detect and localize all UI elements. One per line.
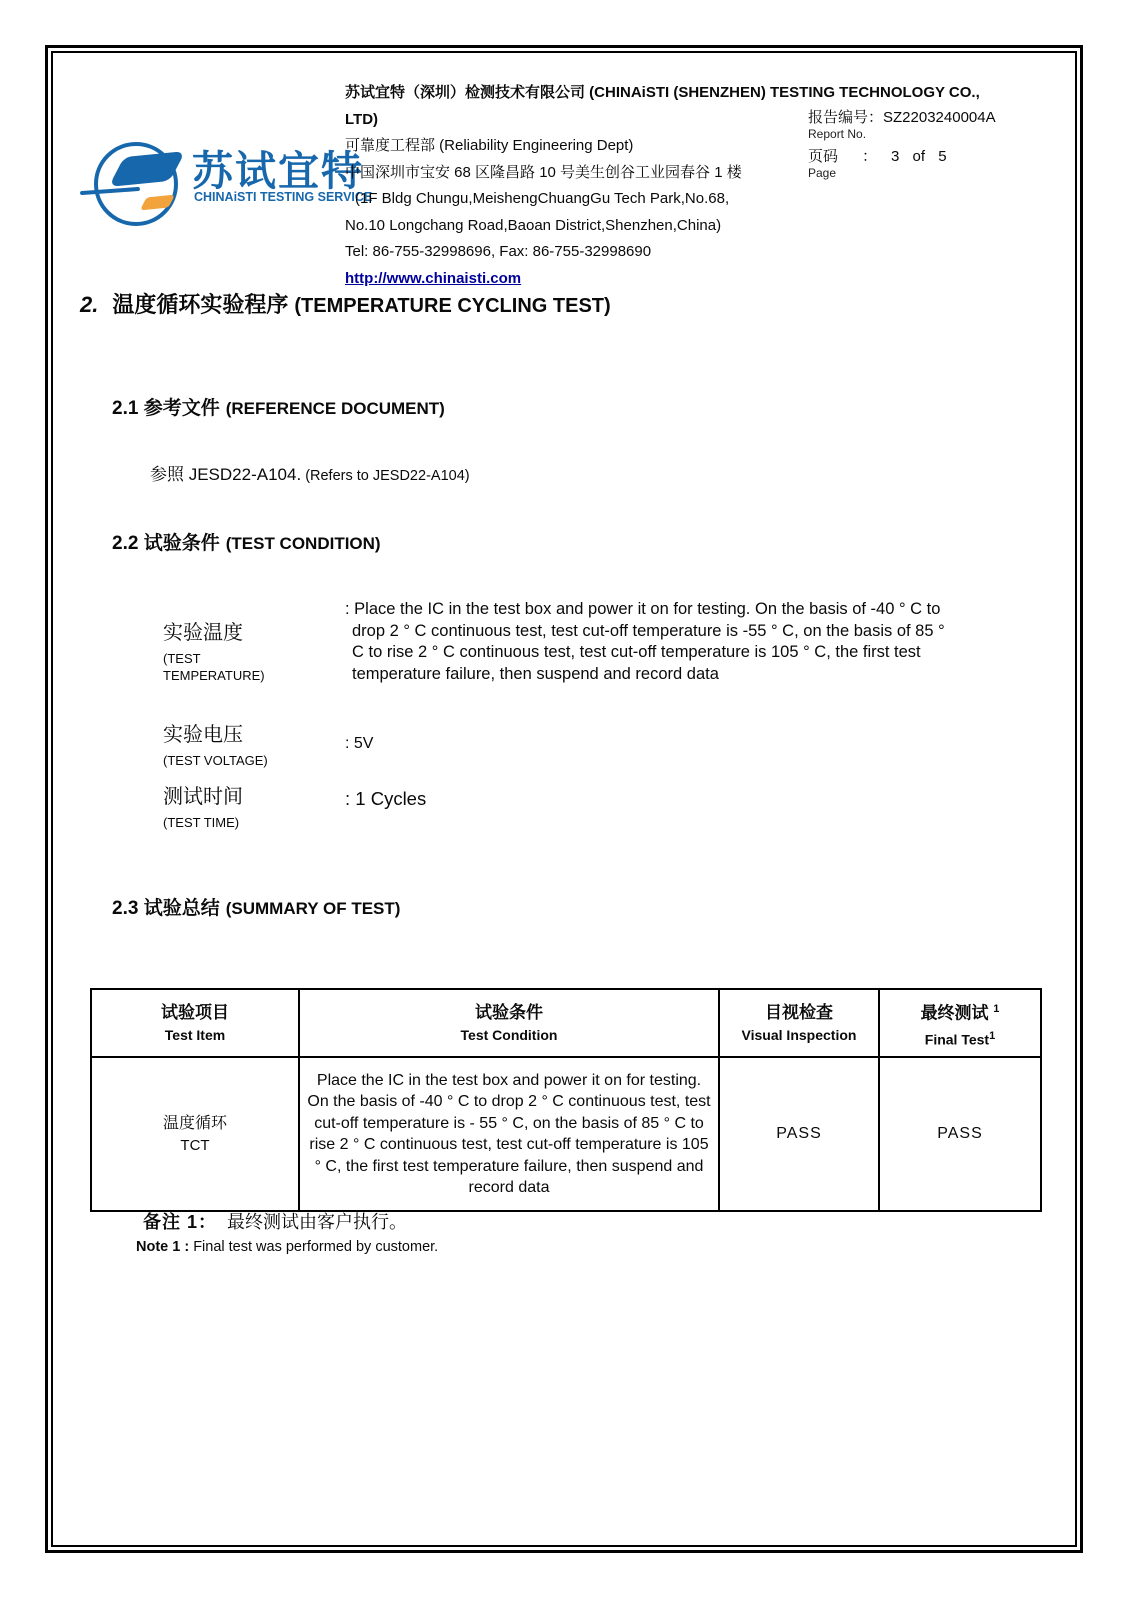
reference-document-line: [150, 460, 470, 485]
section-2-1-heading: [112, 393, 445, 420]
section-2-3-title-en: (SUMMARY OF TEST): [225, 899, 401, 918]
cell-visual-inspection-result: PASS: [719, 1057, 879, 1211]
col-header-final-test: 最终测试 $^1$ Final Test$^1$: [879, 989, 1041, 1057]
page-colon: ：: [862, 148, 878, 165]
reference-paren-text: (Refers to JESD22-A104): [305, 468, 470, 484]
col-header-visual-inspection: 目视检查 Visual Inspection: [719, 989, 879, 1057]
page-number-value: 3 of 5: [891, 148, 947, 165]
section-2-2-title-en: (TEST CONDITION): [225, 534, 381, 553]
report-no-value: SZ2203240004A: [883, 109, 996, 126]
test-temperature-value: : Place the IC in the test box and power it on for testing. On the basis of -40 ° C to drop 2 ° C continuous test, test cut-off temperature is -55 ° C, on the basis of 85 ° C to rise 2 ° C continuous test, test cut-off temperature is 105 ° C, the first test temperature failure, then suspend and record data: [345, 600, 945, 683]
note-1-chinese: 备注 1： 最终测试由客户执行。: [143, 1212, 408, 1232]
reference-main-text: 参照 JESD22-A104.: [150, 465, 302, 484]
section-2-1-title-cn: 参考文件: [143, 398, 220, 419]
table-row: [91, 1057, 1041, 1211]
report-no-label-cn: 报告编号：: [808, 109, 884, 126]
report-no-label-en: Report No.: [808, 127, 867, 141]
table-header-row: [91, 989, 1041, 1057]
summary-of-test-table: [90, 988, 1042, 1212]
section-2-title-en: (TEMPERATURE CYCLING TEST): [294, 295, 611, 317]
section-2-title-cn: 温度循环实验程序: [112, 292, 289, 317]
test-time-value: : 1 Cycles: [345, 788, 427, 809]
cell-test-condition: Place the IC in the test box and power it on for testing. On the basis of -40 ° C to drop 2 ° C continuous test, test cut-off temperature is - 55 ° C, on the basis of 85 ° C to rise 2 ° C continuous test, test cut-off temperature is 105 ° C, the first test temperature failure, then suspend and record data: [299, 1057, 719, 1211]
department-line: 可靠度工程部 (Reliability Engineering Dept): [345, 137, 634, 154]
section-2-2-title-cn: 试验条件: [143, 533, 220, 554]
section-2-2-heading: [112, 528, 381, 555]
section-2-number: 2.: [80, 292, 99, 317]
note-1-english: Note 1 : Final test was performed by customer.: [136, 1239, 439, 1255]
address-english-line2: No.10 Longchang Road,Baoan District,Shenzhen,China): [345, 216, 722, 234]
report-info: [808, 106, 1018, 180]
test-temperature-label: 实验温度 (TEST TEMPERATURE): [163, 622, 265, 683]
website-link[interactable]: http://www.chinaisti.com: [345, 269, 522, 287]
company-logo: [88, 136, 373, 236]
section-2-2-number: 2.2: [112, 533, 139, 554]
logo-english-name: CHINAiSTI TESTING SERVICE: [194, 190, 373, 204]
logo-chinese-name: 苏试宜特: [192, 148, 364, 194]
cell-final-test-result: PASS: [879, 1057, 1041, 1211]
company-name-line2: LTD): [345, 110, 379, 128]
section-2-3-heading: [112, 893, 400, 920]
tel-fax-line: Tel: 86-755-32998696, Fax: 86-755-32998690: [345, 243, 652, 260]
col-header-test-condition: 试验条件 Test Condition: [299, 989, 719, 1057]
address-chinese: 中国深圳市宝安 68 区隆昌路 10 号美生创谷工业园春谷 1 楼: [345, 163, 742, 181]
page-label-cn: 页码: [808, 148, 839, 165]
section-2-title: [80, 288, 611, 319]
page-label-en: Page: [808, 166, 837, 180]
section-2-1-title-en: (REFERENCE DOCUMENT): [225, 399, 445, 418]
section-2-1-number: 2.1: [112, 398, 139, 419]
test-time-label: 测试时间 (TEST TIME): [163, 786, 243, 830]
company-name-line1: 苏试宜特（深圳）检测技术有限公司 (CHINAiSTI (SHENZHEN) TESTING TECHNOLOGY CO.,: [345, 84, 980, 101]
test-voltage-value: : 5V: [345, 735, 374, 752]
test-voltage-label: 实验电压 (TEST VOLTAGE): [163, 724, 268, 768]
address-english-line1: (1F Bldg Chungu,MeishengChuangGu Tech Park,No.68,: [355, 190, 730, 207]
cell-test-item: 温度循环 TCT: [91, 1057, 299, 1211]
col-header-test-item: 试验项目 Test Item: [91, 989, 299, 1057]
section-2-3-title-cn: 试验总结: [143, 898, 220, 919]
section-2-3-number: 2.3: [112, 898, 139, 919]
